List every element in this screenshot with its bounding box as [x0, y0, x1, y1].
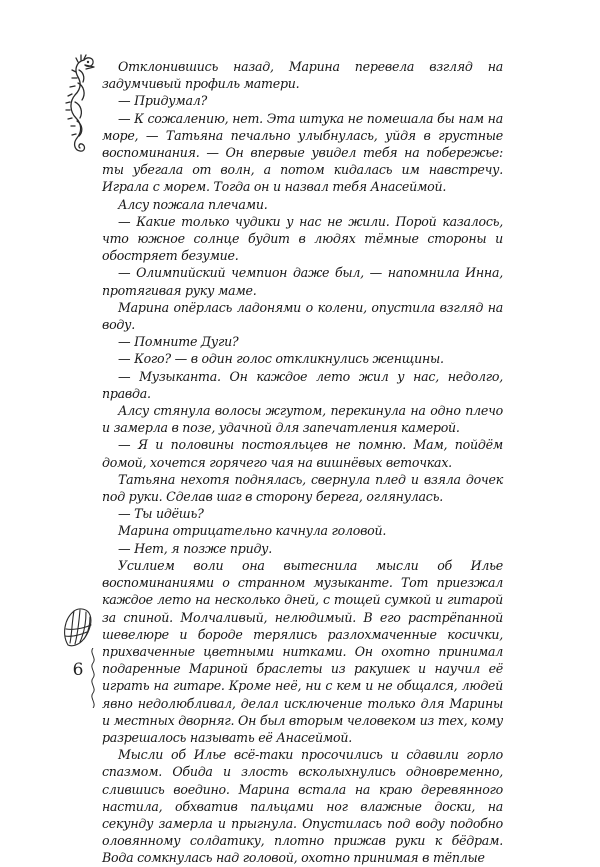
paragraph: Марина опёрлась ладонями о колени, опустила взгляд на воду. [102, 299, 503, 333]
wave-ornament [88, 648, 98, 708]
paragraph: — Придумал? [118, 93, 208, 109]
paragraph: — Ты идёшь? [118, 506, 204, 522]
paragraph: Мысли об Илье всё-таки просочились и сдавили горло спазмом. Обида и злость всколыхнулись одновременно, слившись воедино. Марина встала на краю деревянного настила, обхватив пальцами ног влажные доски, на секунду замерла и прыгнула. Опустилась под воду подобно оловянному солдатику, плотно прижав руки к бёдрам. Вода сомкнулась над головой, охотно принимая в тёплые [102, 747, 503, 866]
seahorse-icon [58, 50, 98, 160]
paragraph: Алсу пожала плечами. [118, 196, 268, 212]
paragraph: Марина отрицательно качнула головой. [118, 523, 387, 539]
paragraph: — Помните Дуги? [118, 334, 239, 350]
paragraph: Алсу стянула волосы жгутом, перекинула на одно плечо и замерла в позе, удачной для запечатления камерой. [102, 403, 503, 436]
paragraph: — Какие только чудики у нас не жили. Порой казалось, что южное солнце будит в людях тёмные стороны и обостряет безумие. [102, 213, 503, 264]
paragraph: — Нет, я позже приду. [118, 540, 272, 556]
paragraph: — Музыканта. Он каждое лето жил у нас, недолго, правда. [102, 368, 503, 401]
paragraph: — Олимпийский чемпион даже был, — напомнила Инна, протягивая руку маме. [102, 265, 503, 298]
seashell-icon [60, 605, 94, 649]
paragraph: Усилием воли она вытеснила мысли об Илье воспоминаниями о странном музыканте. Тот приезжал каждое лето на несколько дней, с тощей сумкой и гитарой за спиной. Молчаливый, нелюдимый. В его растрёпанной шевелюре и бороде терялись разлохмаченные косички, прихваченные цветными нитками. Он охотно принимал подаренные Мариной браслеты из ракушек и научил её играть на гитаре. Кроме неё, ни с кем и не общался, людей явно недолюбливал, делал исключение только для Марины и местных дворняг. Он был вторым человеком из тех, кому разрешалось называть её Анасеймой. [102, 557, 503, 745]
paragraph: Отклонившись назад, Марина перевела взгляд на задумчивый профиль матери. [102, 59, 503, 92]
paragraph: — Кого? — в один голос откликнулись женщины. [118, 351, 444, 367]
paragraph: — Я и половины постояльцев не помню. Мам, пойдём домой, хочется горячего чая на вишнёвых веточках. [102, 437, 503, 470]
paragraph: — К сожалению, нет. Эта штука не помешала бы нам на море, — Татьяна печально улыбнулась, уйдя в грустные воспоминания. — Он впервые увидел тебя на побережье: ты убегала от волн, а потом кидалась им навстречу. Играла с морем. Тогда он и назвал тебя Анасеймой. [102, 110, 503, 195]
paragraph: Татьяна нехотя поднялась, свернула плед и взяла дочек под руки. Сделав шаг в сторону берега, оглянулась. [102, 471, 503, 505]
page-number: 6 [72, 660, 84, 680]
body-text [102, 58, 503, 867]
